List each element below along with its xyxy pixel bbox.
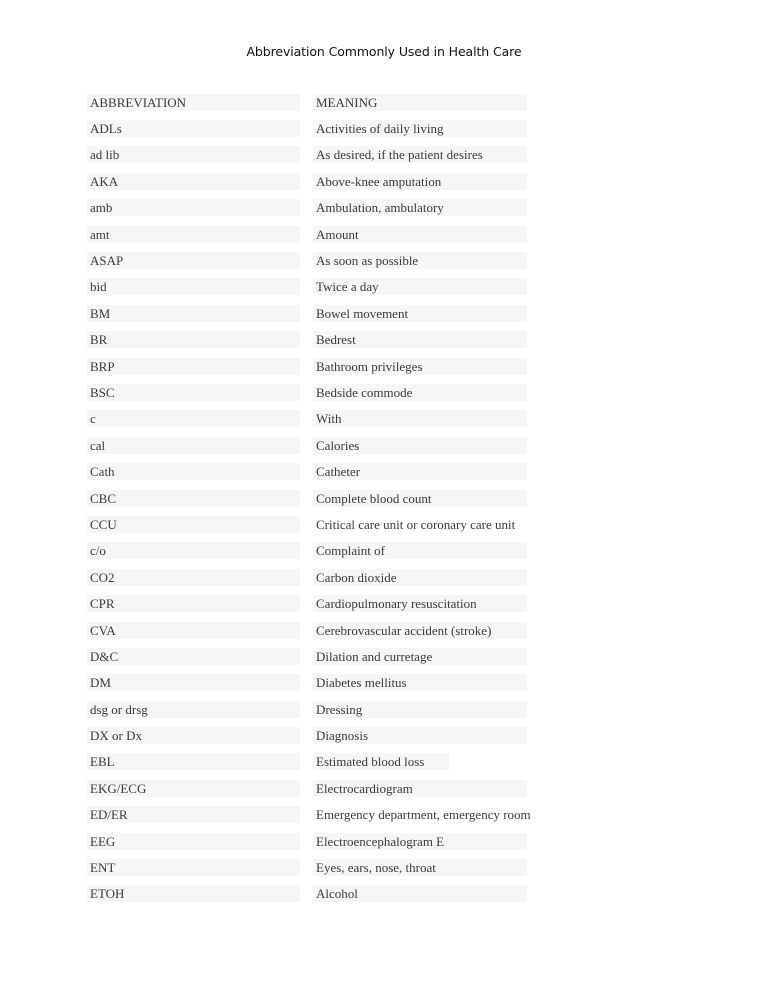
meaning-cell: Catheter (313, 463, 527, 480)
abbreviation-cell: AKA (87, 173, 300, 190)
table-row (87, 696, 647, 722)
meaning-column-header: MEANING (313, 94, 527, 111)
abbreviation-cell: CO2 (87, 569, 300, 586)
table-row (87, 300, 647, 326)
abbreviation-cell: CVA (87, 622, 300, 639)
meaning-cell: Above-knee amputation (313, 173, 527, 190)
table-row (87, 670, 647, 696)
meaning-cell: Amount (313, 226, 527, 243)
table-row (87, 195, 647, 221)
abbreviation-cell: D&C (87, 648, 300, 665)
abbreviation-cell: bid (87, 278, 300, 295)
meaning-cell: Bedrest (313, 331, 527, 348)
abbreviation-cell: BRP (87, 358, 300, 375)
table-row (87, 511, 647, 537)
meaning-cell: Alcohol (313, 885, 527, 902)
abbreviation-cell: cal (87, 437, 300, 454)
table-row (87, 327, 647, 353)
abbreviation-cell: dsg or drsg (87, 701, 300, 718)
table-row (87, 353, 647, 379)
meaning-cell: As desired, if the patient desires (313, 146, 527, 163)
meaning-cell: As soon as possible (313, 252, 527, 269)
abbreviation-cell: ad lib (87, 146, 300, 163)
abbreviation-cell: EKG/ECG (87, 780, 300, 797)
table-row (87, 538, 647, 564)
meaning-cell: Estimated blood loss (313, 753, 449, 770)
meaning-cell: Electrocardiogram (313, 780, 527, 797)
abbreviation-cell: CPR (87, 595, 300, 612)
abbreviation-table (87, 89, 647, 907)
meaning-cell: Ambulation, ambulatory (313, 199, 527, 216)
table-header-row (87, 89, 647, 115)
meaning-cell: Complete blood count (313, 490, 527, 507)
abbreviation-cell: amb (87, 199, 300, 216)
abbreviation-column-header: ABBREVIATION (87, 94, 300, 111)
table-row (87, 142, 647, 168)
meaning-cell: Twice a day (313, 278, 527, 295)
table-row (87, 168, 647, 194)
table-row (87, 115, 647, 141)
meaning-cell: Bedside commode (313, 384, 527, 401)
table-row (87, 828, 647, 854)
meaning-cell: With (313, 410, 527, 427)
abbreviation-cell: amt (87, 226, 300, 243)
table-row (87, 485, 647, 511)
table-row (87, 881, 647, 907)
table-row (87, 802, 647, 828)
table-row (87, 775, 647, 801)
abbreviation-cell: BR (87, 331, 300, 348)
abbreviation-cell: ED/ER (87, 806, 300, 823)
meaning-cell: Emergency department, emergency room (316, 807, 531, 823)
abbreviation-cell: ETOH (87, 885, 300, 902)
meaning-cell: Calories (313, 437, 527, 454)
meaning-cell: Dressing (313, 701, 527, 718)
meaning-cell: Diagnosis (313, 727, 527, 744)
abbreviation-cell: CCU (87, 516, 300, 533)
table-row (87, 854, 647, 880)
meaning-cell: Diabetes mellitus (313, 674, 527, 691)
abbreviation-cell: c (87, 410, 300, 427)
page-title: Abbreviation Commonly Used in Health Care (246, 44, 522, 59)
table-row (87, 722, 647, 748)
abbreviation-cell: DX or Dx (87, 727, 300, 744)
table-row (87, 406, 647, 432)
meaning-cell: Dilation and curretage (313, 648, 527, 665)
table-row (87, 274, 647, 300)
meaning-cell: Bowel movement (313, 305, 527, 322)
abbreviation-cell: EBL (87, 753, 300, 770)
table-row (87, 247, 647, 273)
abbreviation-cell: BSC (87, 384, 300, 401)
table-row (87, 590, 647, 616)
meaning-cell: Eyes, ears, nose, throat (313, 859, 527, 876)
abbreviation-cell: ENT (87, 859, 300, 876)
table-row (87, 617, 647, 643)
abbreviation-cell: CBC (87, 490, 300, 507)
meaning-cell: Complaint of (313, 542, 527, 559)
meaning-cell: Cerebrovascular accident (stroke) (313, 622, 527, 639)
abbreviation-cell: DM (87, 674, 300, 691)
meaning-cell: Activities of daily living (313, 120, 527, 137)
abbreviation-cell: c/o (87, 542, 300, 559)
table-row (87, 643, 647, 669)
meaning-cell: Carbon dioxide (313, 569, 527, 586)
meaning-cell: Bathroom privileges (313, 358, 527, 375)
table-row (87, 221, 647, 247)
abbreviation-cell: ADLs (87, 120, 300, 137)
table-row (87, 749, 647, 775)
table-row (87, 564, 647, 590)
abbreviation-cell: Cath (87, 463, 300, 480)
abbreviation-cell: BM (87, 305, 300, 322)
table-body (87, 115, 647, 907)
meaning-cell: Cardiopulmonary resuscitation (313, 595, 527, 612)
table-row (87, 432, 647, 458)
meaning-cell: Electroencephalogram E (313, 833, 527, 850)
table-row (87, 458, 647, 484)
table-row (87, 379, 647, 405)
abbreviation-cell: ASAP (87, 252, 300, 269)
abbreviation-cell: EEG (87, 833, 300, 850)
meaning-cell: Critical care unit or coronary care unit (316, 516, 516, 532)
